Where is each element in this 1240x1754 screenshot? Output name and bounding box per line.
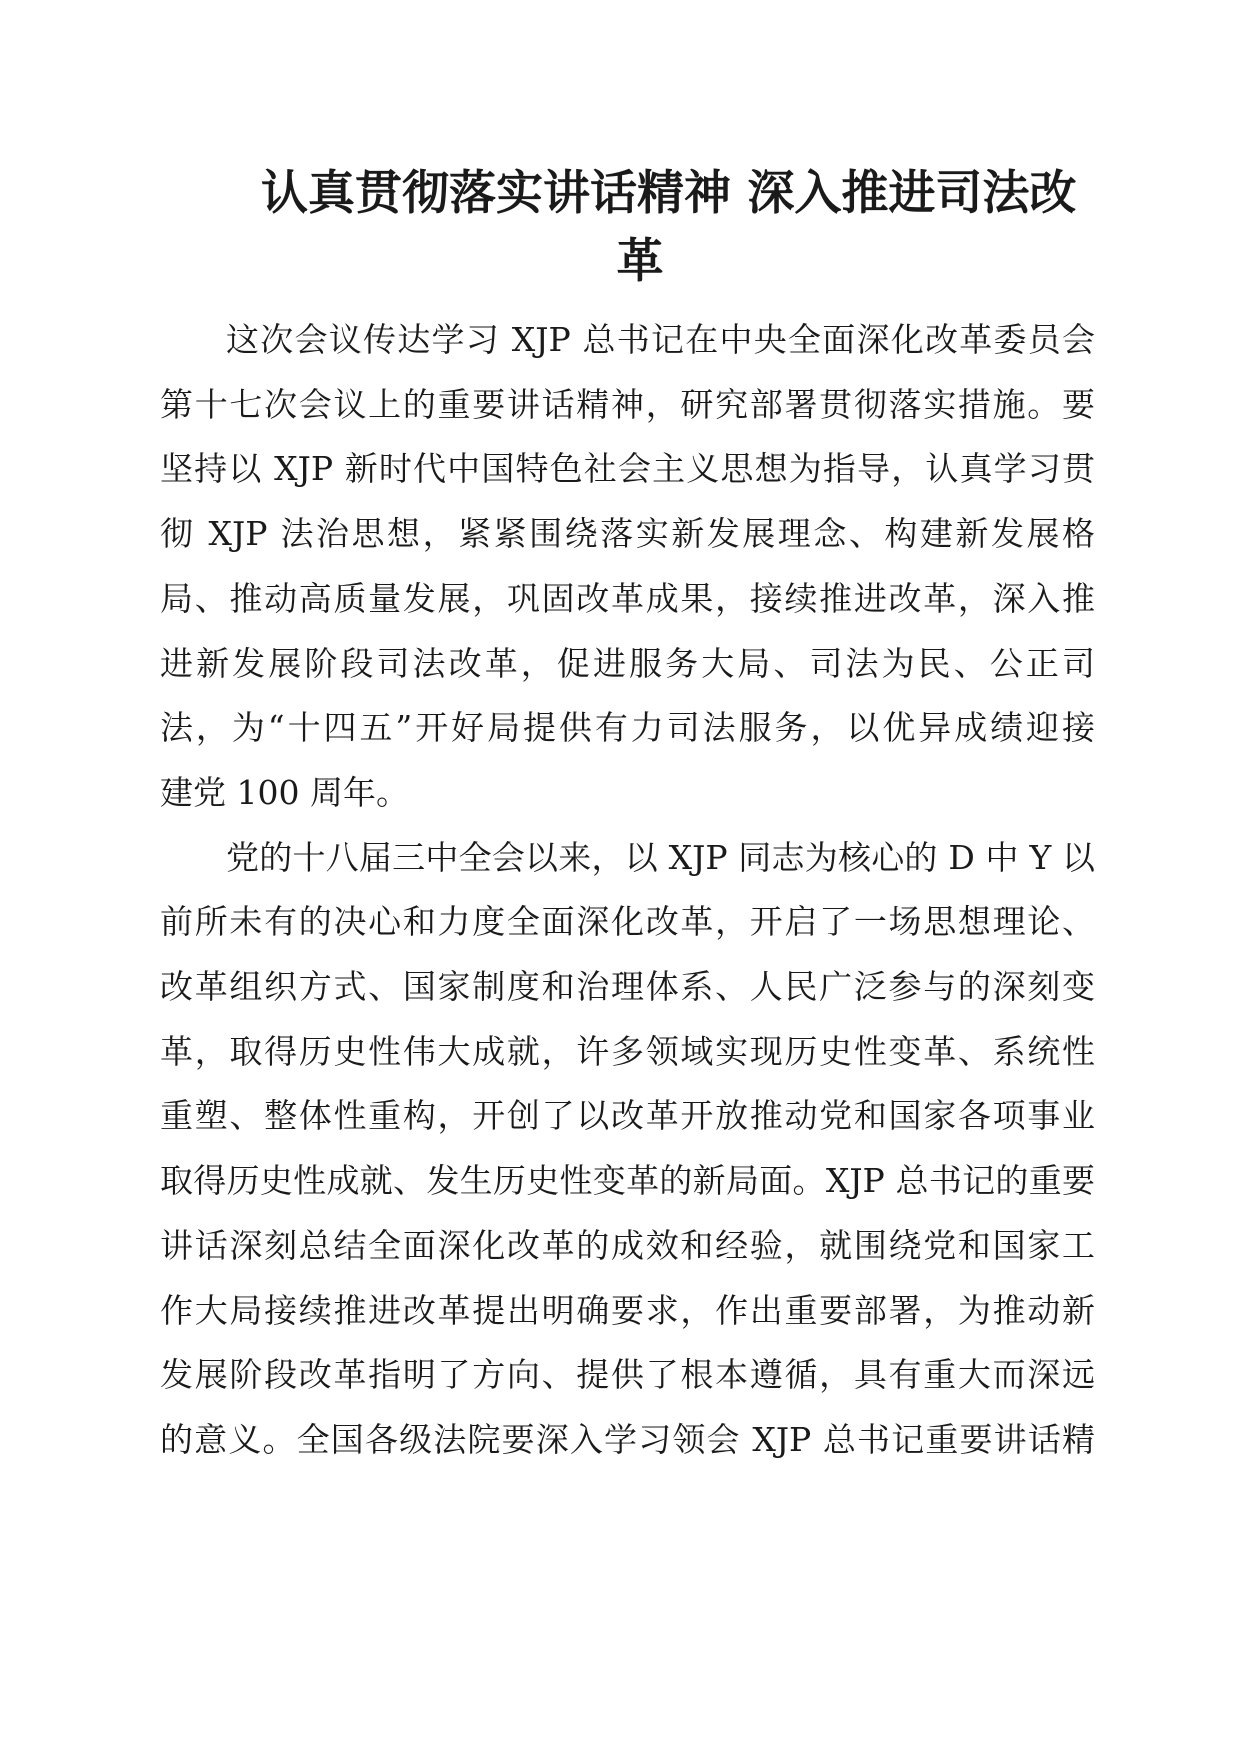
- paragraph-line: 取得历史性成就、发生历史性变革的新局面。XJP 总书记的重要: [160, 1161, 1095, 1201]
- paragraph-line: 改革组织方式、国家制度和治理体系、人民广泛参与的深刻变: [160, 967, 1095, 1007]
- paragraph-line: 作大局接续推进改革提出明确要求，作出重要部署，为推动新: [160, 1290, 1095, 1330]
- paragraph-line: 坚持以 XJP 新时代中国特色社会主义思想为指导，认真学习贯: [160, 449, 1095, 489]
- paragraph-line: 革，取得历史性伟大成就，许多领域实现历史性变革、系统性: [160, 1031, 1095, 1071]
- paragraph-line: 彻 XJP 法治思想，紧紧围绕落实新发展理念、构建新发展格: [160, 514, 1095, 554]
- paragraph-line: 前所未有的决心和力度全面深化改革，开启了一场思想理论、: [160, 902, 1095, 942]
- title-line: 认真贯彻落实讲话精神 深入推进司法改: [261, 166, 1077, 221]
- paragraph-line: 建党 100 周年。: [160, 772, 409, 812]
- paragraph-2: [160, 826, 1095, 1473]
- document-body: [160, 308, 1095, 1473]
- paragraph-line: 发展阶段改革指明了方向、提供了根本遵循，具有重大而深远: [160, 1355, 1095, 1395]
- paragraph-line: 重塑、整体性重构，开创了以改革开放推动党和国家各项事业: [160, 1096, 1095, 1136]
- paragraph-line: 讲话深刻总结全面深化改革的成效和经验，就围绕党和国家工: [160, 1225, 1095, 1265]
- paragraph-1: [160, 308, 1095, 826]
- paragraph-line: 的意义。全国各级法院要深入学习领会 XJP 总书记重要讲话精: [160, 1419, 1095, 1459]
- document-title: [160, 160, 1100, 296]
- title-line: 革: [616, 234, 664, 289]
- paragraph-line: 法，为“十四五”开好局提供有力司法服务，以优异成绩迎接: [160, 708, 1095, 748]
- paragraph-line: 局、推动高质量发展，巩固改革成果，接续推进改革，深入推: [160, 578, 1095, 618]
- paragraph-line: 进新发展阶段司法改革，促进服务大局、司法为民、公正司: [160, 643, 1095, 683]
- paragraph-line: 党的十八届三中全会以来，以 XJP 同志为核心的 D 中 Y 以: [226, 837, 1095, 877]
- paragraph-line: 第十七次会议上的重要讲话精神，研究部署贯彻落实措施。要: [160, 384, 1095, 424]
- paragraph-line: 这次会议传达学习 XJP 总书记在中央全面深化改革委员会: [226, 320, 1095, 359]
